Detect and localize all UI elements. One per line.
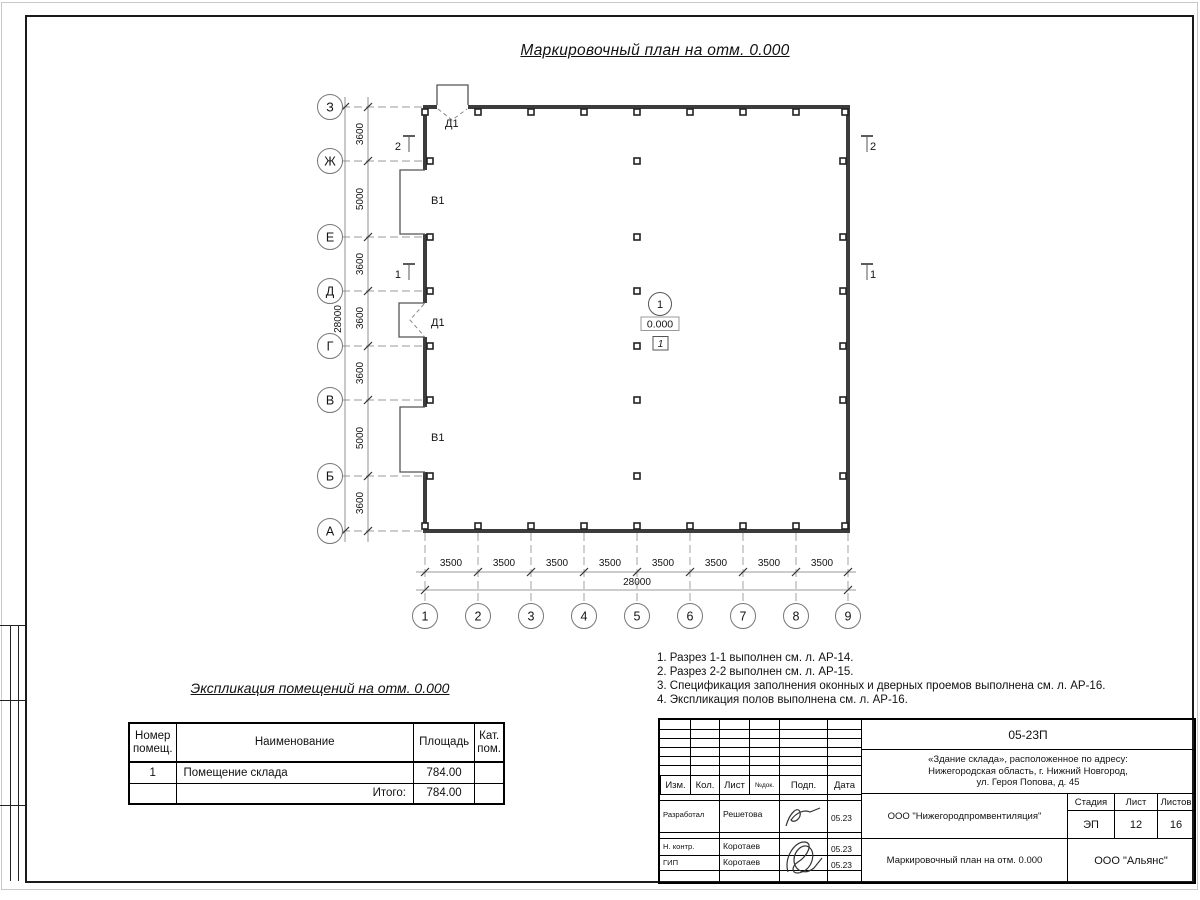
stage-header-cell: Стадия: [1067, 793, 1115, 811]
axis-label: 1: [421, 609, 429, 624]
dim-label: 5000: [355, 426, 366, 450]
dim-label: 3500: [598, 558, 622, 569]
doc-number-cell: 05-23П: [861, 719, 1195, 750]
rev-col-list: Лист: [720, 775, 750, 795]
cell-room-category: [475, 763, 503, 784]
tb-line: [660, 855, 862, 856]
dim-label: 3600: [355, 122, 366, 146]
dim-total-label: 28000: [623, 577, 651, 588]
staff-date: 05.23: [831, 813, 852, 823]
dim-total-label: 28000: [333, 305, 344, 333]
rev-col-data: Дата: [828, 775, 862, 795]
room-number: 1: [656, 299, 664, 311]
rev-col-podp: Подп.: [780, 775, 828, 795]
explication-total-row: [130, 784, 503, 803]
dim-label: 3500: [651, 558, 675, 569]
wall-columns: [422, 109, 848, 529]
axis-label: Ж: [324, 154, 336, 169]
rev-col-izm: Изм.: [660, 775, 691, 795]
sheets-total-cell: 16: [1157, 810, 1195, 839]
room-elevation: 0.000: [646, 318, 674, 331]
window-bays: [400, 170, 425, 472]
axis-label: А: [325, 524, 335, 539]
axis-label: Д: [325, 284, 335, 299]
window-bay-upper: [400, 170, 425, 234]
listov-header-cell: Листов: [1157, 793, 1195, 811]
staff-name: Коротаев: [723, 841, 761, 851]
project-line: Нижегородская область, г. Нижний Новгород,: [928, 765, 1128, 777]
axis-label: 2: [474, 609, 482, 624]
tb-line: [660, 832, 862, 833]
col-axis-lines: [425, 533, 848, 603]
door-top: [437, 85, 468, 120]
staff-role: Н. контр.: [663, 842, 695, 851]
project-line: «Здание склада», расположенное по адресу:: [928, 754, 1128, 766]
axis-label: 3: [527, 609, 535, 624]
explication-title: Экспликация помещений на отм. 0.000: [190, 680, 450, 696]
explication-data-row: [130, 763, 503, 784]
axis-label: З: [326, 100, 334, 115]
note-line: 4. Экспликация полов выполнена см. л. АР-16.: [657, 693, 908, 706]
dim-label: 3500: [704, 558, 728, 569]
header-area: Площадь: [414, 724, 475, 763]
section-number: 1: [394, 269, 401, 281]
org-cell: ООО "Нижегородпромвентиляция": [861, 793, 1068, 839]
margin-line: [18, 625, 19, 881]
cell-room-number: 1: [130, 763, 177, 784]
note-line: 3. Спецификация заполнения оконных и дверных проемов выполнена см. л. АР-16.: [657, 679, 1106, 692]
dim-label: 3500: [492, 558, 516, 569]
staff-name: Решетова: [723, 809, 763, 819]
signature-korotaev: [780, 836, 826, 880]
explication-table: [128, 722, 505, 805]
dim-label: 3600: [355, 306, 366, 330]
door-left: [399, 303, 425, 337]
cell-room-name: Помещение склада: [177, 763, 414, 784]
header-name: Наименование: [177, 724, 414, 763]
staff-name: Коротаев: [723, 857, 761, 867]
cell-empty: [130, 784, 177, 803]
section-number: 2: [870, 141, 877, 153]
axis-label: Г: [326, 339, 334, 354]
left-dim-labels: [333, 122, 366, 514]
tb-line: [660, 838, 862, 839]
interior-columns: [634, 158, 640, 479]
axis-label: 5: [633, 609, 641, 624]
note-line: 1. Разрез 1-1 выполнен см. л. АР-14.: [657, 652, 854, 664]
dim-label: 3500: [545, 558, 569, 569]
project-line: ул. Героя Попова, д. 45: [976, 777, 1080, 789]
floor-type-number: 1: [657, 339, 664, 350]
margin-line: [0, 700, 25, 701]
rev-col-kol: Кол.: [691, 775, 720, 795]
dim-label: 3500: [757, 558, 781, 569]
dim-label: 3600: [355, 361, 366, 385]
dim-label: 3500: [439, 558, 463, 569]
opening-labels: [431, 118, 459, 444]
section-mark-2-right: [861, 136, 876, 153]
cell-room-area: 784.00: [414, 763, 475, 784]
dim-label: 3600: [355, 252, 366, 276]
total-label: Итого:: [177, 784, 414, 803]
tb-line: [660, 800, 862, 801]
axis-label: 8: [792, 609, 800, 624]
margin-line: [0, 805, 25, 806]
dim-label: 3600: [355, 491, 366, 515]
revision-header-row: [660, 775, 862, 795]
margin-line: [0, 625, 25, 626]
header-text: помещ.: [132, 742, 173, 755]
project-name-cell: [861, 749, 1195, 794]
stage-value-cell: ЭП: [1067, 810, 1115, 839]
axis-label: 9: [844, 609, 852, 624]
section-number: 2: [394, 141, 401, 153]
header-category: [475, 724, 503, 763]
header-text: пом.: [477, 742, 502, 755]
header-room-number: [130, 724, 177, 763]
header-text: Номер: [135, 730, 171, 742]
dim-label: 3500: [810, 558, 834, 569]
revision-grid: [660, 720, 862, 775]
axis-label: 6: [686, 609, 694, 624]
titleblock: [658, 718, 1196, 884]
window-label: В1: [431, 432, 445, 444]
sheet-number-cell: 12: [1114, 810, 1158, 839]
axis-label: В: [325, 393, 335, 408]
door-label: Д1: [431, 317, 445, 329]
staff-date: 05.23: [831, 860, 852, 870]
firm-cell: ООО "Альянс": [1067, 838, 1195, 883]
window-label: В1: [431, 195, 445, 207]
notes: [657, 652, 1177, 708]
signature-razrabotal: [782, 804, 824, 831]
tb-line: [719, 795, 720, 882]
room-marker: [641, 293, 679, 351]
tb-line: [827, 795, 828, 882]
section-mark-1-right: [861, 264, 876, 281]
axis-label: 4: [580, 609, 588, 624]
staff-role: Разработал: [663, 810, 705, 819]
staff-role: ГИП: [663, 858, 679, 867]
sheet-name-cell: Маркировочный план на отм. 0.000: [861, 838, 1068, 883]
section-mark-2-left: [395, 136, 415, 153]
window-bay-lower: [400, 407, 425, 472]
sheet-title: Маркировочный план на отм. 0.000: [520, 42, 790, 59]
header-text: Кат.: [479, 730, 500, 742]
section-number: 1: [870, 269, 877, 281]
walls: [423, 105, 850, 533]
axis-label: 7: [739, 609, 747, 624]
axis-label: Е: [325, 230, 335, 245]
margin-line: [10, 625, 11, 881]
axis-label: Б: [325, 469, 335, 484]
dim-label: 5000: [355, 187, 366, 211]
door-label: Д1: [445, 118, 459, 130]
staff-date: 05.23: [831, 844, 852, 854]
cell-empty: [475, 784, 503, 803]
explication-header-row: [130, 724, 503, 763]
tb-line: [660, 870, 862, 871]
rev-col-ndok: №док.: [750, 775, 780, 795]
total-area: 784.00: [414, 784, 475, 803]
section-mark-1-left: [395, 264, 415, 281]
note-line: 2. Разрез 2-2 выполнен см. л. АР-15.: [657, 665, 854, 678]
list-header-cell: Лист: [1114, 793, 1158, 811]
col-axis-bubbles: [413, 604, 861, 629]
